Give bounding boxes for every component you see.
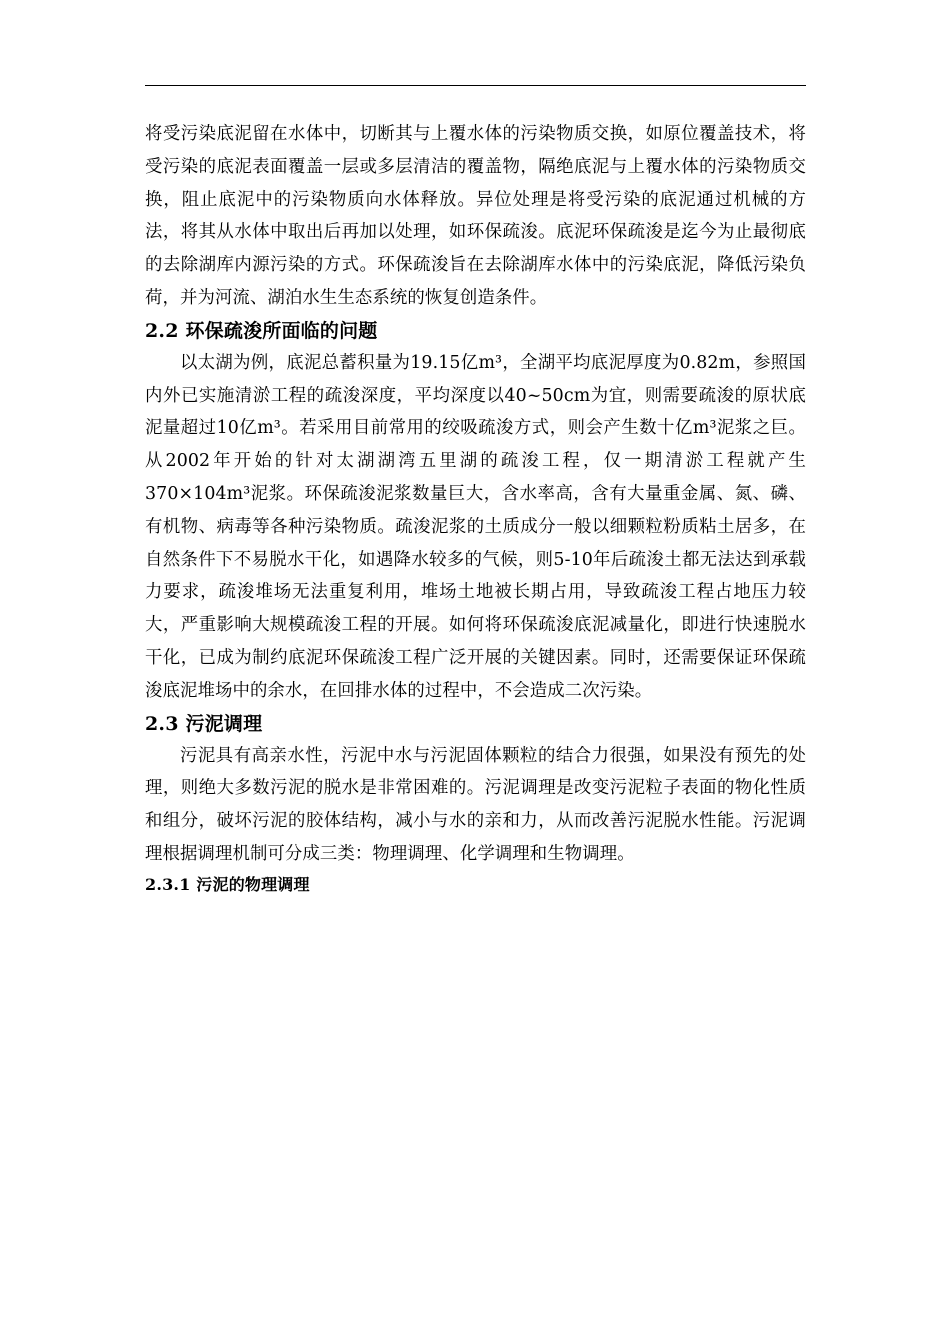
paragraph-intro: 将受污染底泥留在水体中，切断其与上覆水体的污染物质交换，如原位覆盖技术，将受污染的底泥表面覆盖一层或多层清洁的覆盖物，隔绝底泥与上覆水体的污染物质交换，阻止底泥中的污染物质向水体释放。异位处理是将受污染的底泥通过机械的方法，将其从水体中取出后再加以处理，如环保疏浚。底泥环保疏浚是迄今为止最彻底的去除湖库内源污染的方式。环保疏浚旨在去除湖库水体中的污染底泥，降低污染负荷，并为河流、湖泊水生生态系统的恢复创造条件。 <box>145 124 806 308</box>
paragraph-sludge-conditioning: 污泥具有高亲水性，污泥中水与污泥固体颗粒的结合力很强，如果没有预先的处理，则绝大多数污泥的脱水是非常困难的。污泥调理是改变污泥粒子表面的物化性质和组分，破坏污泥的胶体结构，减小与水的亲和力，从而改善污泥脱水性能。污泥调理根据调理机制可分成三类：物理调理、化学调理和生物调理。 <box>145 745 806 864</box>
section-heading-2-3: 2.3 污泥调理 <box>145 712 263 735</box>
section-heading-2-2: 2.2 环保疏浚所面临的问题 <box>145 319 378 342</box>
paragraph-dredging-problems: 以太湖为例，底泥总蓄积量为19.15亿m³，全湖平均底泥厚度为0.82m，参照国内外已实施清淤工程的疏浚深度，平均深度以40~50cm为宜，则需要疏浚的原状底泥量超过10亿m³。若采用目前常用的绞吸疏浚方式，则会产生数十亿m³泥浆之巨。从2002年开始的针对太湖湖湾五里湖的疏浚工程，仅一期清淤工程就产生370×104m³泥浆。环保疏浚泥浆数量巨大，含水率高，含有大量重金属、氮、磷、有机物、病毒等各种污染物质。疏浚泥浆的土质成分一般以细颗粒粉质粘土居多，在自然条件下不易脱水干化，如遇降水较多的气候，则5-10年后疏浚土都无法达到承载力要求，疏浚堆场无法重复利用，堆场土地被长期占用，导致疏浚工程占地压力较大，严重影响大规模疏浚工程的开展。如何将环保疏浚底泥减量化，即进行快速脱水干化，已成为制约底泥环保疏浚工程广泛开展的关键因素。同时，还需要保证环保疏浚底泥堆场中的余水，在回排水体的过程中，不会造成二次污染。 <box>145 352 806 701</box>
section-heading-2-3-1: 2.3.1 污泥的物理调理 <box>145 874 310 894</box>
document-body <box>145 118 806 899</box>
header-rule <box>145 85 806 86</box>
